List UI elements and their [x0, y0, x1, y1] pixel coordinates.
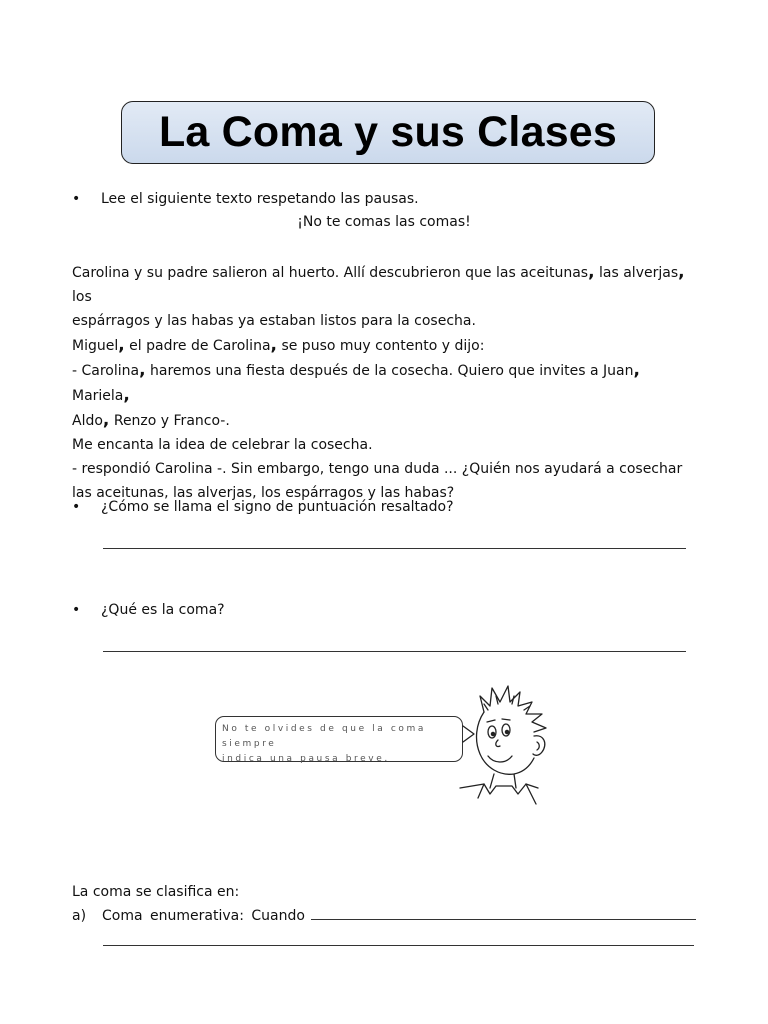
passage-line: - respondió Carolina -. Sin embargo, tengo una duda ... ¿Quién nos ayudará a cosechar	[72, 461, 683, 477]
highlighted-comma: ,	[270, 335, 277, 355]
speech-bubble	[215, 716, 463, 762]
bubble-line-2: indica una pausa breve.	[222, 754, 390, 764]
passage-line: Carolina y su padre salieron al huerto. Allí descubrieron que las aceitunas, las alverjas, los	[72, 262, 685, 305]
item-letter: a)	[72, 908, 87, 924]
bullet: •	[72, 602, 81, 618]
passage-line: Aldo, Renzo y Franco-.	[72, 410, 230, 430]
instruction-text: Lee el siguiente texto respetando las pausas.	[101, 191, 419, 207]
question-1-text: ¿Cómo se llama el signo de puntuación resaltado?	[101, 499, 454, 515]
question-1	[72, 499, 454, 515]
boy-cartoon-illustration	[454, 684, 564, 809]
highlighted-comma: ,	[139, 360, 146, 380]
question-2	[72, 602, 225, 618]
passage-line: las aceitunas, las alverjas, los espárragos y las habas?	[72, 485, 455, 501]
highlighted-comma: ,	[633, 360, 640, 380]
passage-line: Miguel, el padre de Carolina, se puso muy contento y dijo:	[72, 335, 485, 355]
answer-line-2[interactable]	[103, 651, 686, 652]
answer-line-a-continued[interactable]	[103, 945, 694, 946]
reading-passage	[72, 260, 702, 505]
answer-line-a[interactable]	[311, 908, 696, 920]
highlighted-comma: ,	[123, 385, 130, 405]
highlighted-comma: ,	[588, 262, 595, 282]
title-banner	[121, 101, 655, 164]
passage-line: - Carolina, haremos una fiesta después de la cosecha. Quiero que invites a Juan, Mariela,	[72, 360, 640, 405]
passage-subtitle: ¡No te comas las comas!	[297, 214, 471, 230]
bullet: •	[72, 191, 81, 207]
passage-line: Me encanta la idea de celebrar la cosecha.	[72, 437, 373, 453]
answer-line-1[interactable]	[103, 548, 686, 549]
item-text: Coma enumerativa: Cuando	[102, 908, 305, 924]
instruction-item	[72, 191, 419, 207]
highlighted-comma: ,	[118, 335, 125, 355]
classification-item-a	[72, 908, 696, 924]
highlighted-comma: ,	[102, 410, 110, 430]
passage-line: espárragos y las habas ya estaban listos para la cosecha.	[72, 313, 476, 329]
classification-intro: La coma se clasifica en:	[72, 884, 240, 900]
page-title: La Coma y sus Clases	[158, 108, 618, 156]
highlighted-comma: ,	[678, 262, 685, 282]
bullet: •	[72, 499, 81, 515]
question-2-text: ¿Qué es la coma?	[101, 602, 225, 618]
bubble-line-1: No te olvides de que la coma siempre	[222, 724, 426, 749]
